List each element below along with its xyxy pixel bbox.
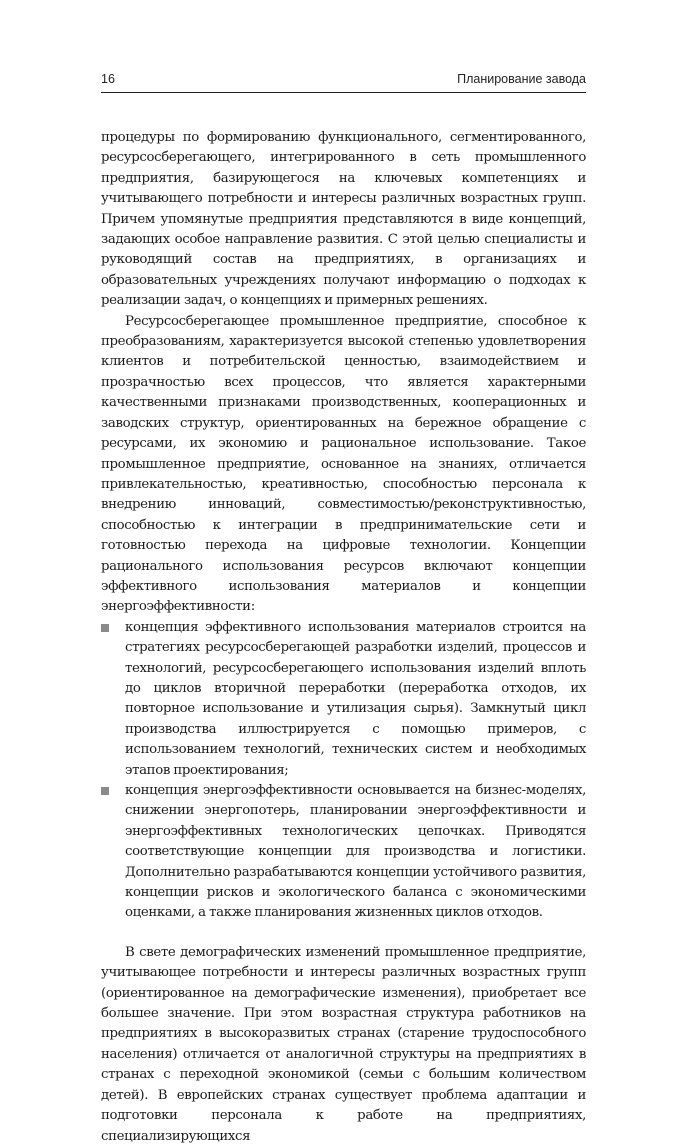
- paragraph-demographics: В свете демографических изменений промышленное предприятие, учитывающее потребности и интересы различных возрастных групп (ориентированное на демографические изменения), приобретает все большее значение. При этом возрастная структура работников на предприятиях в высокоразвитых странах (старение трудоспособного населения) отличается от аналогичной структуры на предприятиях в странах с переходной экономикой (семьи с большим количеством детей). В европейских странах существует проблема адаптации и подготовки персонала к работе на предприятиях, специализирующихся: [101, 944, 586, 1144]
- square-bullet-icon: [101, 787, 109, 795]
- page-number: 16: [101, 72, 115, 86]
- concepts-list: [101, 618, 586, 924]
- list-item: [101, 781, 586, 924]
- list-item: [101, 618, 586, 781]
- page-body: [101, 128, 586, 1147]
- paragraph-continued: процедуры по формированию функционального, сегментированного, ресурсосберегающего, интегрированного в сеть промышленного предприятия, базирующегося на ключевых компетенциях и учитывающего потребности и интересы различных возрастных групп. Причем упомянутые предприятия представляются в виде концепций, задающих особое направление развития. С этой целью специалисты и руководящий состав на предприятиях, в организациях и образовательных учреждениях получают информацию о подходах к реализации задач, о концепциях и примерных решениях.: [101, 130, 586, 309]
- list-item-text: концепция энергоэффективности основывается на бизнес-моделях, снижении энергопотерь, планировании энергоэффективности и энергоэффективных технологических цепочках. Приводятся соответствующие концепции для производства и логистики. Дополнительно разрабатываются концепции устойчивого развития, концепции рисков и экологического баланса с экономическими оценками, а также планирования жизненных циклов отходов.: [125, 783, 586, 921]
- running-header: [101, 70, 586, 93]
- paragraph-resource-saving: Ресурсосберегающее промышленное предприятие, способное к преобразованиям, характеризуется высокой степенью удовлетворения клиентов и потребительской ценностью, взаимодействием и прозрачностью всех процессов, что является характерными качественными признаками производственных, кооперационных и заводских структур, ориентированных на бережное обращение с ресурсами, их экономию и рациональное использование. Такое промышленное предприятие, основанное на знаниях, отличается привлекательностью, креативностью, способностью персонала к внедрению инноваций, совместимостью/реконструктивностью, способностью к интеграции в предпринимательские сети и готовностью перехода на цифровые технологии. Концепции рационального использования ресурсов включают концепции эффективного использования материалов и концепции энергоэффективности:: [101, 313, 586, 615]
- square-bullet-icon: [101, 624, 109, 632]
- running-title: Планирование завода: [457, 72, 586, 86]
- list-item-text: концепция эффективного использования материалов строится на стратегиях ресурсосберегающей разработки изделий, процессов и технологий, ресурсосберегающего использования изделий вплоть до циклов вторичной переработки (переработка отходов, их повторное использование и утилизация сырья). Замкнутый цикл производства иллюстрируется с помощью примеров, с использованием технологий, технических систем и необходимых этапов проектирования;: [125, 619, 586, 778]
